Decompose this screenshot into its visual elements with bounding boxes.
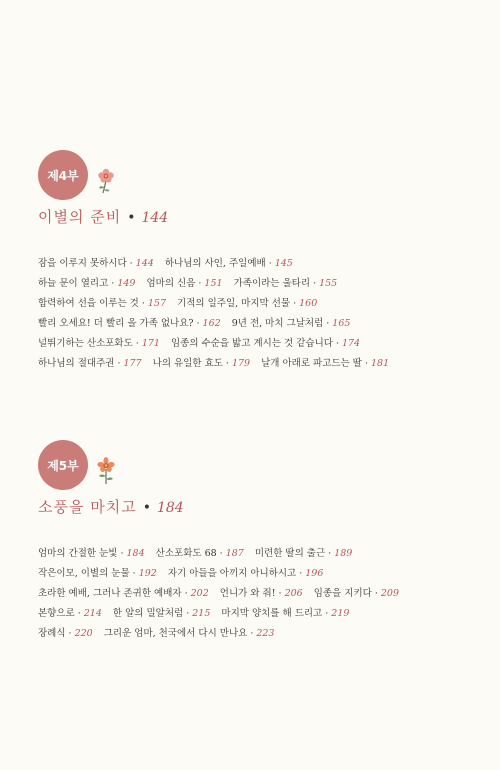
toc-line: [38, 354, 478, 374]
title-dot: •: [127, 210, 136, 226]
toc-line: [38, 274, 478, 294]
entry-title: 하나님의 사인, 주일예배: [164, 258, 266, 269]
toc-line: [38, 294, 478, 314]
part-4-badge: 제4부: [38, 150, 88, 200]
entry-separator: ·: [132, 568, 136, 579]
toc-entry[interactable]: [38, 318, 221, 329]
entry-page: 223: [256, 628, 275, 639]
entry-title: 널뛰기하는 산소포화도: [38, 338, 133, 349]
part-4-header: [38, 150, 478, 202]
toc-entry[interactable]: [177, 298, 317, 309]
entry-separator: ·: [111, 278, 115, 289]
entry-title: 산소포화도 68: [155, 548, 217, 559]
entry-page: 184: [126, 548, 145, 559]
part-4-toc: [38, 254, 478, 374]
toc-line: [38, 584, 478, 604]
entry-separator: ·: [278, 588, 282, 599]
entry-separator: ·: [268, 258, 272, 269]
entry-page: 189: [334, 548, 353, 559]
entry-title: 나의 유일한 효도: [152, 358, 223, 369]
entry-separator: ·: [225, 358, 229, 369]
entry-title: 날개 아래로 파고드는 딸: [261, 358, 362, 369]
entry-title: 장례식: [38, 628, 66, 639]
entry-separator: ·: [117, 358, 121, 369]
entry-separator: ·: [326, 318, 330, 329]
part-5-section: [38, 440, 478, 644]
entry-separator: ·: [141, 298, 145, 309]
entry-title: 자기 아들을 아끼지 아니하시고: [167, 568, 297, 579]
entry-separator: ·: [219, 548, 223, 559]
entry-separator: ·: [77, 608, 81, 619]
toc-entry[interactable]: [220, 588, 303, 599]
entry-page: 215: [192, 608, 211, 619]
toc-entry[interactable]: [153, 358, 250, 369]
entry-page: 179: [231, 358, 251, 369]
toc-entry[interactable]: [314, 588, 399, 599]
toc-entry[interactable]: [168, 568, 324, 579]
entry-separator: ·: [313, 278, 317, 289]
entry-title: 초라한 예배, 그러나 존귀한 예배자: [38, 588, 182, 599]
entry-page: 174: [341, 338, 361, 349]
entry-separator: ·: [196, 318, 200, 329]
entry-page: 219: [331, 608, 350, 619]
entry-title: 언니가 와 줘!: [219, 588, 276, 599]
toc-entry[interactable]: [38, 548, 145, 559]
entry-title: 기적의 일주일, 마지막 선물: [177, 298, 291, 309]
entry-separator: ·: [335, 338, 339, 349]
toc-line: [38, 604, 478, 624]
entry-page: 177: [123, 358, 142, 369]
entry-title: 작은이모, 이별의 눈물: [38, 568, 130, 579]
entry-title: 엄마의 신음: [146, 278, 196, 289]
toc-entry[interactable]: [261, 358, 389, 369]
part-title: 이별의 준비: [38, 208, 122, 226]
entry-separator: ·: [325, 608, 329, 619]
entry-title: 빨리 오세요! 더 빨리 올 가족 없나요?: [38, 318, 194, 329]
entry-separator: ·: [120, 548, 124, 559]
entry-title: 가족이라는 울타리: [233, 278, 311, 289]
toc-line: [38, 254, 478, 274]
part-5-header: [38, 440, 478, 492]
entry-separator: ·: [129, 258, 133, 269]
toc-entry[interactable]: [221, 608, 349, 619]
toc-line: [38, 544, 478, 564]
toc-entry[interactable]: [38, 258, 154, 269]
entry-title: 한 알의 밀알처럼: [112, 608, 184, 619]
entry-page: 149: [117, 278, 136, 289]
toc-entry[interactable]: [146, 278, 222, 289]
flower-icon: [94, 166, 118, 196]
part-4-section: [38, 150, 478, 374]
toc-entry[interactable]: [165, 258, 293, 269]
part-page-number: 144: [141, 210, 169, 226]
entry-title: 본향으로: [38, 608, 75, 619]
entry-page: 165: [332, 318, 351, 329]
entry-page: 181: [371, 358, 390, 369]
title-dot: •: [142, 500, 151, 516]
toc-entry[interactable]: [234, 278, 338, 289]
entry-title: 하나님의 절대주권: [38, 358, 115, 369]
entry-title: 엄마의 간절한 눈빛: [38, 548, 118, 559]
entry-title: 임종을 지키다: [313, 588, 372, 599]
entry-title: 그리운 엄마, 천국에서 다시 만나요: [103, 628, 248, 639]
toc-entry[interactable]: [38, 628, 93, 639]
entry-separator: ·: [135, 338, 139, 349]
toc-entry[interactable]: [232, 318, 351, 329]
entry-separator: ·: [364, 358, 368, 369]
part-5-title-line: [38, 496, 478, 522]
entry-page: 202: [190, 588, 209, 599]
entry-separator: ·: [374, 588, 378, 599]
entry-page: 206: [284, 588, 303, 599]
entry-title: 임종의 수순을 밟고 계시는 것 같습니다: [171, 338, 333, 349]
entry-page: 160: [299, 298, 318, 309]
entry-page: 209: [380, 588, 399, 599]
entry-page: 214: [83, 608, 102, 619]
toc-line: [38, 334, 478, 354]
entry-page: 187: [225, 548, 244, 559]
part-title: 소풍을 마치고: [38, 498, 137, 516]
toc-entry[interactable]: [38, 278, 135, 289]
entry-page: 151: [204, 278, 223, 289]
toc-entry[interactable]: [38, 338, 160, 349]
entry-separator: ·: [328, 548, 332, 559]
entry-title: 합력하여 선을 이루는 것: [38, 298, 139, 309]
toc-line: [38, 624, 478, 644]
entry-page: 220: [74, 628, 93, 639]
entry-separator: ·: [198, 278, 202, 289]
entry-page: 171: [141, 338, 160, 349]
toc-entry[interactable]: [38, 608, 102, 619]
entry-page: 162: [202, 318, 221, 329]
entry-page: 196: [305, 568, 324, 579]
toc-entry[interactable]: [156, 548, 244, 559]
entry-page: 155: [319, 278, 338, 289]
entry-separator: ·: [184, 588, 188, 599]
toc-entry[interactable]: [38, 568, 157, 579]
part-5-badge: 제5부: [38, 440, 88, 490]
entry-page: 192: [138, 568, 157, 579]
entry-title: 마지막 양치를 해 드리고: [221, 608, 323, 619]
entry-separator: ·: [68, 628, 72, 639]
toc-entry[interactable]: [38, 298, 166, 309]
part-4-title-line: [38, 206, 478, 232]
flower-icon: [94, 456, 118, 486]
part-5-toc: [38, 544, 478, 644]
toc-entry[interactable]: [255, 548, 352, 559]
toc-entry[interactable]: [38, 588, 209, 599]
entry-separator: ·: [299, 568, 303, 579]
entry-title: 잠을 이루지 못하시다: [38, 258, 127, 269]
toc-line: [38, 564, 478, 584]
toc-entry[interactable]: [171, 338, 360, 349]
entry-title: 미련한 딸의 출근: [254, 548, 326, 559]
entry-title: 하늘 문이 열리고: [38, 278, 109, 289]
toc-entry[interactable]: [113, 608, 210, 619]
part-page-number: 184: [156, 500, 184, 516]
toc-entry[interactable]: [38, 358, 142, 369]
entry-page: 145: [274, 258, 293, 269]
entry-separator: ·: [293, 298, 297, 309]
toc-entry[interactable]: [104, 628, 275, 639]
entry-page: 157: [147, 298, 167, 309]
toc-line: [38, 314, 478, 334]
entry-page: 144: [135, 258, 154, 269]
entry-separator: ·: [186, 608, 190, 619]
entry-separator: ·: [250, 628, 254, 639]
entry-title: 9년 전, 마치 그날처럼: [231, 318, 324, 329]
